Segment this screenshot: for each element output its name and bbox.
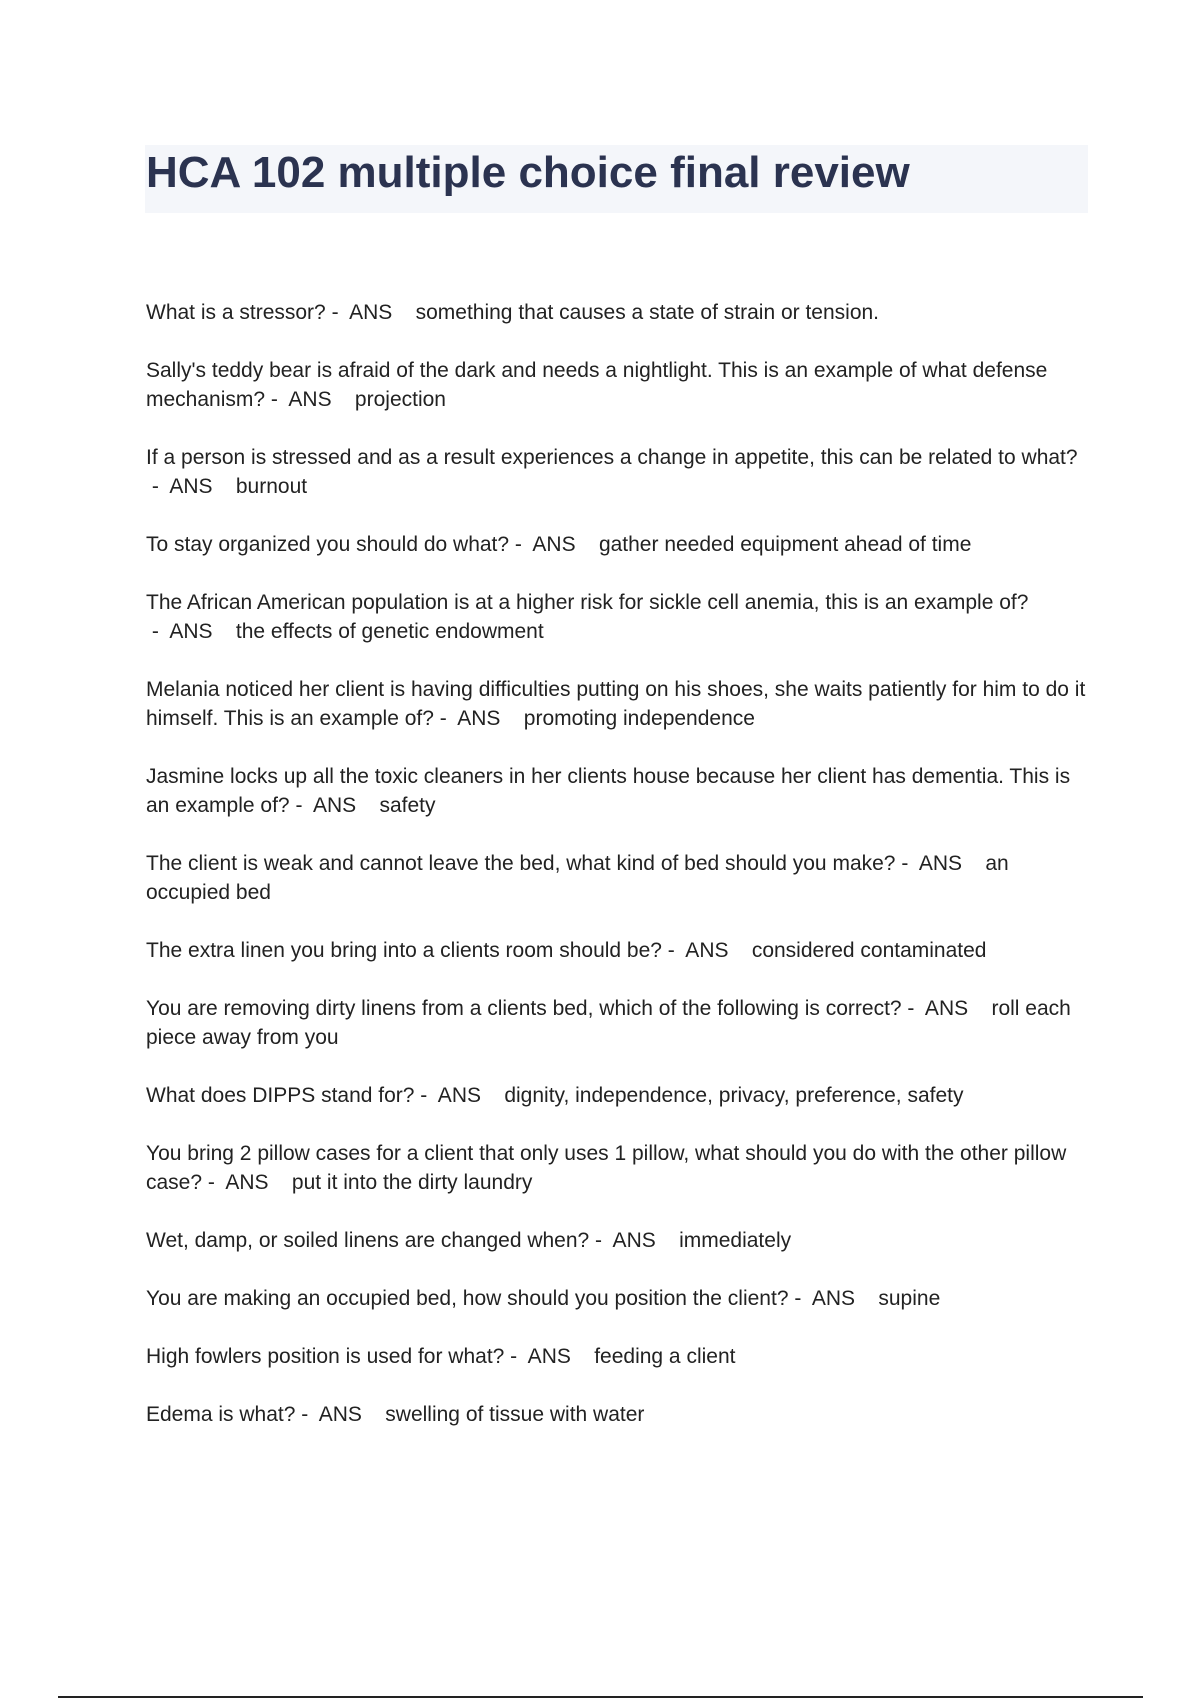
qa-item xyxy=(146,1284,1091,1313)
question-text: If a person is stressed and as a result experiences a change in appetite, this can be related to what? xyxy=(146,446,1078,469)
answer-marker: - ANS xyxy=(414,1084,505,1107)
answer-text: projection xyxy=(354,388,446,411)
answer-marker: - ANS xyxy=(661,939,752,962)
answer-marker: - ANS xyxy=(509,533,599,556)
question-text: To stay organized you should do what? xyxy=(146,533,510,556)
answer-text: supine xyxy=(878,1287,941,1310)
qa-item xyxy=(146,1081,1091,1110)
answer-marker: - ANS xyxy=(788,1287,879,1310)
question-text: What does DIPPS stand for? xyxy=(146,1084,415,1107)
answer-marker: - ANS xyxy=(504,1345,595,1368)
question-text: The extra linen you bring into a clients room should be? xyxy=(146,939,662,962)
answer-marker: - ANS xyxy=(146,620,236,643)
question-text: The African American population is at a higher risk for sickle cell anemia, this is an example of? xyxy=(146,591,1029,614)
answer-marker: - ANS xyxy=(901,997,992,1020)
answer-text: feeding a client xyxy=(594,1345,736,1368)
answer-marker: - ANS xyxy=(289,794,380,817)
answer-text: an occupied bed xyxy=(146,852,1009,904)
qa-item xyxy=(146,675,1091,733)
question-text: The client is weak and cannot leave the bed, what kind of bed should you make? xyxy=(146,852,896,875)
qa-item xyxy=(146,1400,1091,1429)
answer-text: swelling of tissue with water xyxy=(385,1403,645,1426)
question-text: You are removing dirty linens from a clients bed, which of the following is correct? xyxy=(146,997,902,1020)
answer-marker: - ANS xyxy=(295,1403,386,1426)
question-text: Jasmine locks up all the toxic cleaners in her clients house because her client has dementia. This is an example of? xyxy=(146,765,1071,817)
answer-marker: - ANS xyxy=(895,852,986,875)
question-text: Edema is what? xyxy=(146,1403,296,1426)
question-text: High fowlers position is used for what? xyxy=(146,1345,505,1368)
answer-marker: - ANS xyxy=(589,1229,680,1252)
answer-marker: - ANS xyxy=(146,475,236,498)
qa-item xyxy=(146,356,1091,414)
qa-item xyxy=(146,849,1091,907)
qa-item xyxy=(146,1139,1091,1197)
answer-text: something that causes a state of strain or tension. xyxy=(415,301,880,324)
answer-text: dignity, independence, privacy, preference, safety xyxy=(504,1084,964,1107)
answer-marker: - ANS xyxy=(202,1171,292,1194)
qa-item xyxy=(146,530,1091,559)
answer-marker: - ANS xyxy=(433,707,524,730)
question-text: Wet, damp, or soiled linens are changed when? xyxy=(146,1229,590,1252)
qa-item xyxy=(146,443,1091,501)
answer-marker: - ANS xyxy=(325,301,416,324)
qa-item xyxy=(146,1226,1091,1255)
qa-item xyxy=(146,588,1091,646)
qa-item xyxy=(146,1342,1091,1371)
question-text: You bring 2 pillow cases for a client that only uses 1 pillow, what should you do with the other pillow case? xyxy=(146,1142,1067,1194)
question-text: Sally's teddy bear is afraid of the dark and needs a nightlight. This is an example of what defense mechanism? xyxy=(146,359,1048,411)
question-text: You are making an occupied bed, how should you position the client? xyxy=(146,1287,789,1310)
qa-item xyxy=(146,936,1091,965)
answer-text: considered contaminated xyxy=(751,939,987,962)
answer-text: promoting independence xyxy=(523,707,755,730)
answer-text: roll each piece away from you xyxy=(146,997,1071,1049)
question-text: Melania noticed her client is having difficulties putting on his shoes, she waits patiently for him to do it himself. This is an example of? xyxy=(146,678,1086,730)
page-title: HCA 102 multiple choice final review xyxy=(146,148,910,197)
answer-text: safety xyxy=(379,794,436,817)
answer-text: immediately xyxy=(679,1229,792,1252)
qa-item xyxy=(146,762,1091,820)
answer-text: burnout xyxy=(235,475,308,498)
answer-text: gather needed equipment ahead of time xyxy=(598,533,972,556)
qa-item xyxy=(146,298,1091,327)
footer-divider xyxy=(58,1696,1143,1698)
answer-text: the effects of genetic endowment xyxy=(235,620,544,643)
question-list xyxy=(146,298,1091,1458)
question-text: What is a stressor? xyxy=(146,301,326,324)
answer-marker: - ANS xyxy=(265,388,355,411)
qa-item xyxy=(146,994,1091,1052)
answer-text: put it into the dirty laundry xyxy=(291,1171,533,1194)
